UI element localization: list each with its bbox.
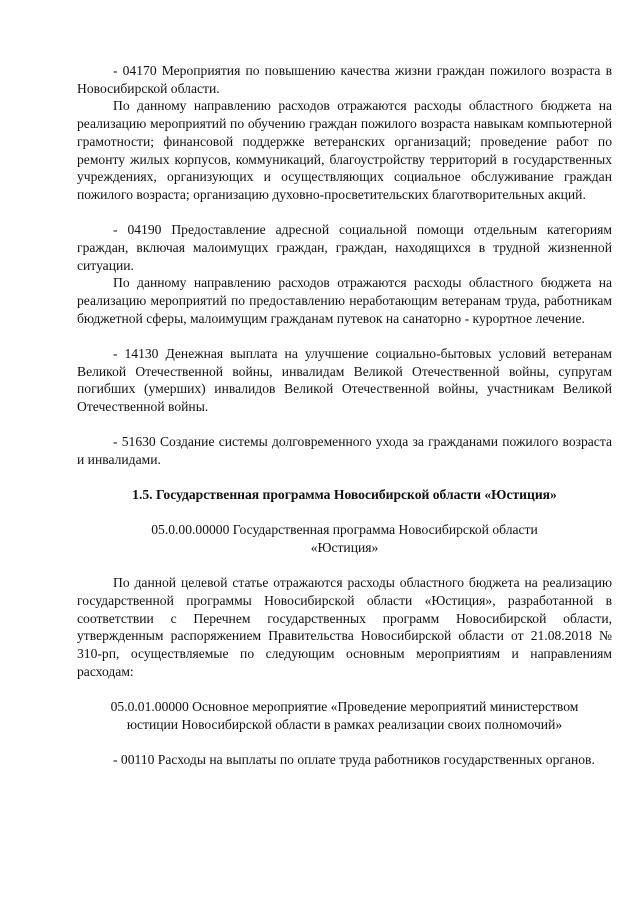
document-body [77,62,612,769]
expense-description-04170: По данному направлению расходов отражаются расходы областного бюджета на реализацию мероприятий по обучению граждан пожилого возраста навыкам компьютерной грамотности; финансовой поддержке ветеранских организаций; проведение работ по ремонту жилых корпусов, коммуникаций, благоустройству территорий в государственных учреждениях, организующих и осуществляющих социальное обслуживание граждан пожилого возраста; организацию духовно-просветительских благотворительных акций. [77,98,612,202]
section-heading: 1.5. Государственная программа Новосибирской области «Юстиция» [132,487,557,503]
program-description: По данной целевой статье отражаются расходы областного бюджета на реализацию государственной программы Новосибирской области «Юстиция», разработанной в соответствии с Перечнем государственных программ Новосибирской области, утвержденным распоряжением Правительства Новосибирской области от 21.08.2018 № 310-рп, осуществляемые по следующим основным мероприятиям и направлениям расходам: [77,575,612,679]
expense-item-00110: - 00110 Расходы на выплаты по оплате труда работников государственных органов. [113,751,595,767]
main-event-title: 05.0.01.00000 Основное мероприятие «Проведение мероприятий министерством юстиции Новосибирской области в рамках реализации своих полномочий» [110,698,579,732]
expense-description-04190: По данному направлению расходов отражаются расходы областного бюджета на реализацию мероприятий по предоставлению неработающим ветеранам труда, работникам бюджетной сферы, малоимущим гражданам путевок на санаторно - курортное лечение. [77,275,612,326]
program-code-title: 05.0.00.00000 Государственная программа Новосибирской области «Юстиция» [151,522,538,555]
expense-item-14130: - 14130 Денежная выплата на улучшение социально-бытовых условий ветеранам Великой Отечественной войны, инвалидам Великой Отечественной войны, супругам погибших (умерших) инвалидов Великой Отечественной войны, участникам Великой Отечественной войны. [77,345,612,414]
expense-item-04170: - 04170 Мероприятия по повышению качества жизни граждан пожилого возраста в Новосибирской области. [77,63,612,96]
expense-item-51630: - 51630 Создание системы долговременного ухода за гражданами пожилого возраста и инвалидами. [77,434,612,467]
expense-item-04190: - 04190 Предоставление адресной социальной помощи отдельным категориям граждан, включая малоимущих граждан, граждан, находящихся в трудной жизненной ситуации. [77,222,612,273]
